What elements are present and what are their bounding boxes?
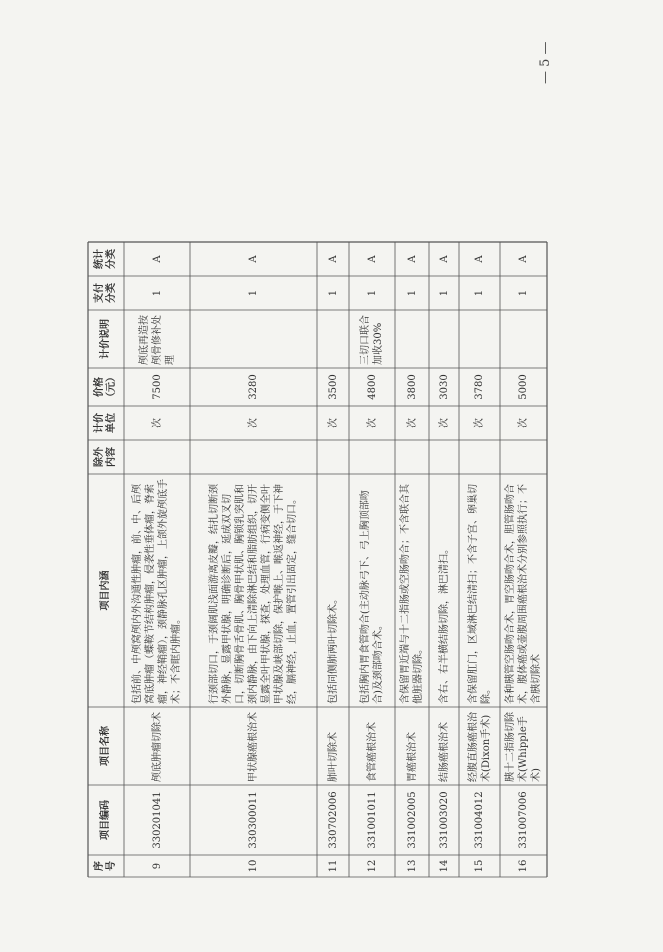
cell-stat-text: A (366, 255, 378, 263)
cell-note (459, 310, 500, 368)
cell-pay (500, 276, 547, 310)
header-except-text: 除外内容 (94, 447, 117, 467)
cell-pay (395, 276, 429, 310)
cell-content-text: 行颈部切口，于颈阔肌浅面游离皮瓣，结扎切断颈外静脉，显露甲状腺，明确诊断后，延成双叉切口，切断胸骨舌骨肌、胸骨甲状肌、胸锁乳突肌和颈内静脉，由下向上清除淋巴结和脂肪组织，切开显露全叶甲状腺，探查，处理血管，行病变侧全叶甲状腺及峡部切除，保护喉上、喉返神经，于下神经，膈神经，止血，置管引出固定，缝合切口。 (209, 484, 298, 704)
cell-code (395, 785, 429, 855)
cell-name (395, 707, 429, 785)
cell-seq (395, 855, 429, 877)
cell-code-text: 330201041 (151, 791, 163, 849)
cell-name-text: 食管癌根治术 (366, 722, 378, 782)
cell-name-text: 胃癌根治术 (406, 732, 418, 782)
cell-pay (317, 276, 349, 310)
cell-code (500, 785, 547, 855)
cell-unit-text: 次 (518, 418, 529, 428)
cell-stat (124, 242, 190, 276)
cell-content (459, 474, 500, 707)
header-content-text: 项目内涵 (100, 570, 111, 611)
cell-price (500, 368, 547, 406)
header-content (88, 474, 124, 707)
cell-seq-text: 10 (248, 859, 259, 873)
cell-pay-text: 1 (151, 289, 163, 297)
header-note (88, 310, 124, 368)
cell-code (349, 785, 395, 855)
header-pay-text: 支付分类 (94, 283, 117, 303)
cell-note (190, 310, 317, 368)
cell-unit-text: 次 (248, 418, 259, 428)
cell-name-text: 颅底肿瘤切除术 (151, 712, 163, 782)
cell-pay (190, 276, 317, 310)
cell-name (429, 707, 459, 785)
cell-pay (124, 276, 190, 310)
cell-price-text: 3030 (438, 374, 450, 400)
header-note-text: 计价说明 (100, 319, 111, 359)
cell-name (500, 707, 547, 785)
cell-pay (429, 276, 459, 310)
header-unit-text: 计价单位 (94, 413, 117, 433)
cell-price (124, 368, 190, 406)
cell-seq (429, 855, 459, 877)
cell-unit-text: 次 (438, 418, 450, 428)
cell-name-text: 结肠癌根治术 (438, 722, 450, 782)
cell-stat-text: A (438, 255, 450, 263)
cell-unit-text: 次 (366, 418, 378, 428)
cell-note (124, 310, 190, 368)
cell-seq-text: 15 (474, 859, 485, 873)
cell-price (317, 368, 349, 406)
cell-price-text: 3800 (406, 374, 418, 400)
cell-note (317, 310, 349, 368)
cell-unit (349, 406, 395, 440)
cell-price-text: 3280 (248, 374, 259, 400)
cell-code-text: 330702006 (327, 791, 339, 849)
cell-content (349, 474, 395, 707)
header-price (88, 368, 124, 406)
cell-code (459, 785, 500, 855)
cell-pay-text: 1 (518, 289, 529, 297)
cell-price (429, 368, 459, 406)
cell-unit (317, 406, 349, 440)
cell-unit (459, 406, 500, 440)
cell-seq-text: 11 (327, 859, 339, 873)
cell-name-text: 甲状腺癌根治术 (248, 712, 259, 782)
cell-name (124, 707, 190, 785)
cell-content (124, 474, 190, 707)
cell-content (190, 474, 317, 707)
cell-name-text: 胰十二指肠切除术(Whipple手术) (505, 712, 542, 782)
cell-unit (190, 406, 317, 440)
cell-except (459, 440, 500, 474)
header-seq-text: 序号 (94, 861, 117, 871)
cell-code-text: 331003020 (438, 791, 450, 849)
header-name-text: 项目名称 (100, 726, 111, 766)
cell-unit (500, 406, 547, 440)
cell-unit-text: 次 (327, 418, 339, 428)
cell-stat-text: A (151, 255, 163, 263)
cell-name (459, 707, 500, 785)
cell-seq-text: 12 (366, 859, 378, 873)
cell-except (349, 440, 395, 474)
cell-note-text: 三切口联合加收30% (360, 315, 384, 365)
cell-content-text: 包括胸内胃食管吻合(主动脉弓下、弓上胸顶部吻合)及颈部吻合术。 (360, 490, 384, 704)
header-code (88, 785, 124, 855)
cell-unit-text: 次 (406, 418, 418, 428)
cell-unit (124, 406, 190, 440)
cell-note (500, 310, 547, 368)
cell-note (395, 310, 429, 368)
cell-except (429, 440, 459, 474)
cell-stat-text: A (518, 255, 529, 263)
cell-price (190, 368, 317, 406)
cell-code (429, 785, 459, 855)
cell-seq (459, 855, 500, 877)
header-unit (88, 406, 124, 440)
cell-unit (395, 406, 429, 440)
cell-content-text: 含保留肛门，区域淋巴结清扫；不含子宫、卵巢切除。 (467, 484, 492, 704)
cell-code (317, 785, 349, 855)
cell-stat (190, 242, 317, 276)
cell-seq-text: 9 (151, 862, 163, 870)
cell-note (349, 310, 395, 368)
cell-stat-text: A (474, 255, 485, 263)
cell-pay-text: 1 (406, 289, 418, 297)
cell-price (349, 368, 395, 406)
cell-stat (500, 242, 547, 276)
cell-seq (124, 855, 190, 877)
cell-pay (459, 276, 500, 310)
header-seq (88, 855, 124, 877)
cell-stat (429, 242, 459, 276)
cell-content-text: 包括前、中颅窝颅内外沟通性肿瘤，前、中、后颅窝底肿瘤（蝶鞍节结构肿瘤，侵袭性垂体瘤，脊索瘤，神经鞘瘤），颈静脉孔区肿瘤，上颌外旋颅底手术；不含眶内肿瘤。 (132, 479, 182, 704)
cell-name-text: 经腹直肠癌根治术(Dixon手术) (467, 712, 492, 782)
cell-stat-text: A (406, 255, 418, 263)
cell-seq-text: 13 (406, 859, 418, 873)
cell-pay (349, 276, 395, 310)
header-pay (88, 276, 124, 310)
cell-seq (190, 855, 317, 877)
header-stat-text: 统计分类 (94, 249, 117, 269)
cell-except (190, 440, 317, 474)
header-stat (88, 242, 124, 276)
cell-content (317, 474, 349, 707)
cell-code (190, 785, 317, 855)
cell-name (317, 707, 349, 785)
cell-content-text: 包括同侧肺两叶切除术。 (327, 594, 339, 704)
cell-content-text: 含保留胃近端与十二指肠或空肠吻合；不含联合其他脏器切除。 (400, 484, 424, 704)
cell-pay-text: 1 (248, 289, 259, 297)
cell-content (500, 474, 547, 707)
cell-name (349, 707, 395, 785)
cell-pay-text: 1 (438, 289, 450, 297)
cell-except (124, 440, 190, 474)
cell-except (317, 440, 349, 474)
cell-stat (459, 242, 500, 276)
cell-seq (317, 855, 349, 877)
cell-stat (395, 242, 429, 276)
header-name (88, 707, 124, 785)
cell-except (395, 440, 429, 474)
cell-code-text: 331001011 (366, 791, 378, 849)
cell-stat (317, 242, 349, 276)
cell-note-text: 颅底再造按颅骨修补处理 (138, 315, 176, 365)
cell-price (395, 368, 429, 406)
cell-name (190, 707, 317, 785)
cell-content (429, 474, 459, 707)
cell-price-text: 3780 (474, 374, 485, 400)
cell-note (429, 310, 459, 368)
cell-code-text: 331007006 (518, 791, 529, 849)
page-number: — 5 — (538, 41, 553, 84)
cell-stat (349, 242, 395, 276)
cell-stat-text: A (248, 255, 259, 263)
cell-price-text: 3500 (327, 374, 339, 400)
cell-price-text: 7500 (151, 374, 163, 400)
cell-pay-text: 1 (366, 289, 378, 297)
cell-unit-text: 次 (151, 418, 163, 428)
cell-pay-text: 1 (327, 289, 339, 297)
header-except (88, 440, 124, 474)
cell-stat-text: A (327, 255, 339, 263)
cell-code-text: 331004012 (474, 791, 485, 849)
cell-price-text: 5000 (518, 374, 529, 400)
cell-unit (429, 406, 459, 440)
cell-code-text: 331002005 (406, 791, 418, 849)
header-code-text: 项目编码 (100, 800, 111, 840)
cell-price (459, 368, 500, 406)
cell-name-text: 肺叶切除术 (327, 732, 339, 782)
header-price-text: 价格（元） (94, 372, 117, 402)
cell-seq-text: 16 (518, 859, 529, 873)
cell-code-text: 330300011 (248, 791, 259, 849)
cell-unit-text: 次 (474, 418, 485, 428)
cell-content-text: 含右、右半横结肠切除，淋巴清扫。 (438, 544, 450, 704)
cell-code (124, 785, 190, 855)
cell-except (500, 440, 547, 474)
cell-content-text: 各种胰管空肠吻合术，胃空肠吻合术，胆管肠吻合术，腹体癌或壶腹周围癌根治术分别参照执行；不含胰切除术 (505, 484, 542, 704)
cell-pay-text: 1 (474, 289, 485, 297)
cell-seq (349, 855, 395, 877)
cell-price-text: 4800 (366, 374, 378, 400)
cell-seq (500, 855, 547, 877)
cell-seq-text: 14 (438, 859, 450, 873)
cell-content (395, 474, 429, 707)
